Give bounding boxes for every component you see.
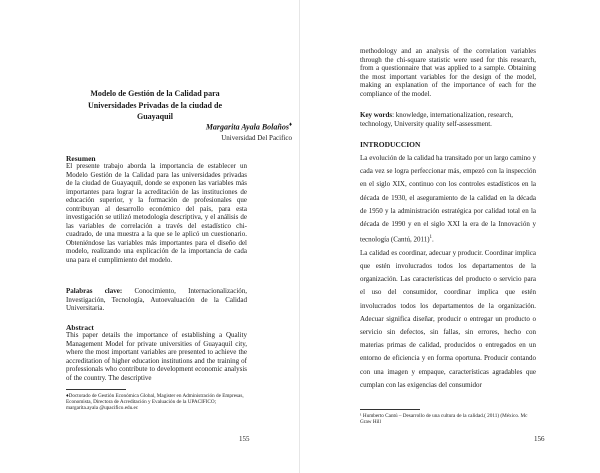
footnote-divider	[66, 389, 126, 390]
paragraph-1-text: La evolución de la calidad ha transitado por un largo camino y cada vez se logra perfeccionar más, empezó con la inspección en el siglo XIX, continuo con los controles estadísticos en la década de 1930, el aseguramiento de la calidad en la década de 1950 y la administración estratégica por calidad total en la década de 1990 y en el siglo XXI la era de la Innovación y tecnología (Cantú, 2011)	[360, 154, 536, 244]
citation-ref: 1	[429, 235, 433, 241]
author-footnote: ♦Doctorado de Gestión Económica Global, Magister en Administración de Empresas, Economista, Directora de Acreditación y Evaluación de la UPACIFICO; margarita.ayala @upacifico.edu.ec	[66, 393, 244, 412]
article-title: Modelo de Gestión de la Calidad para Universidades Privadas de la ciudad de Guayaquil	[87, 89, 222, 121]
resumen-text: El presente trabajo aborda la importancia de establecer un Modelo Gestión de la Calidad para las universidades privadas de la ciudad de Guayaquil, donde se exponen las variables más importantes para lograr la acreditación de las instituciones de educación superior, y la formación de profesionales que contribuyan al desarrollo económico del país, para esta investigación se utilizó metodología descriptiva, y el análisis de las variables de correlación a través del estadístico chi- cuadrado, de una muestra a la que se le aplicó un cuestionario. Obteniéndose las variables más importantes para el diseño del modelo, realizando una explicación de la importancia de cada una para el cumplimiento del modelo.	[66, 162, 247, 264]
author-name-text: Margarita Ayala Bolaños	[205, 122, 289, 132]
page-number-left: 155	[239, 435, 250, 443]
page-number-right: 156	[534, 435, 545, 443]
citation-footnote: ¹ Humberto Cantú – Desarrollo de una cultura de la calidad.( 2011) (México. Mc Graw Hill	[360, 413, 528, 426]
palabras-clave-text: Conocimiento, Internacionalización, Investigación, Tecnología, Autoevaluación de la Calidad Universitaria.	[66, 287, 248, 312]
abstract-text: This paper details the importance of establishing a Quality Management Model for private universities of Guayaquil city, where the most important variables are presented to achieve the accreditation of higher education institutions and the training of professionals who contribute to development economic analysis of the country. The descriptive	[66, 331, 247, 382]
paragraph-1-end: .	[432, 235, 434, 244]
keywords	[360, 111, 536, 128]
palabras-clave	[66, 287, 247, 313]
footnote-divider-right	[360, 409, 420, 410]
introduccion-paragraph-1	[360, 152, 536, 247]
right-page	[300, 0, 600, 473]
introduccion-body	[360, 152, 536, 392]
keywords-label: Key words	[360, 111, 393, 119]
introduccion-heading: INTRODUCCION	[360, 140, 421, 149]
abstract-continuation: methodology and an analysis of the correlation variables through the chi-square statistic were used for this research, from a questionnaire that was applied to a sample. Obtaining the most important variables for the design of the model, making an explanation of the importance of each for the compliance of the model.	[360, 47, 536, 98]
resumen-heading: Resumen	[66, 154, 96, 163]
author-footnote-mark: ♦	[288, 122, 292, 128]
author-name	[206, 122, 292, 132]
author-affiliation: Universidad Del Pacifico	[221, 134, 292, 142]
introduccion-paragraph-2: La calidad es coordinar, adecuar y producir. Coordinar implica que estén involucrados todos los departamentos de la organización. Las características del producto o servicio para el uso del consumidor, coordinar implica que estén involucrados todos los departamentos de la organización. Adecuar significa diseñar, producir o entregar un producto o servicio sin defectos, sin fallas, sin errores, hecho con materias primas de calidad, producidos o entregados en un entorno de eficiencia y en forma oportuna. Producir contando con una imagen y empaque, características agradables que cumplan con las exigencias del consumidor	[360, 248, 536, 389]
palabras-clave-label: Palabras clave:	[66, 287, 123, 295]
keywords-text: : knowledge, internationalization, research, technology, University quality self-assessment.	[360, 111, 513, 128]
abstract-heading: Abstract	[66, 323, 94, 332]
